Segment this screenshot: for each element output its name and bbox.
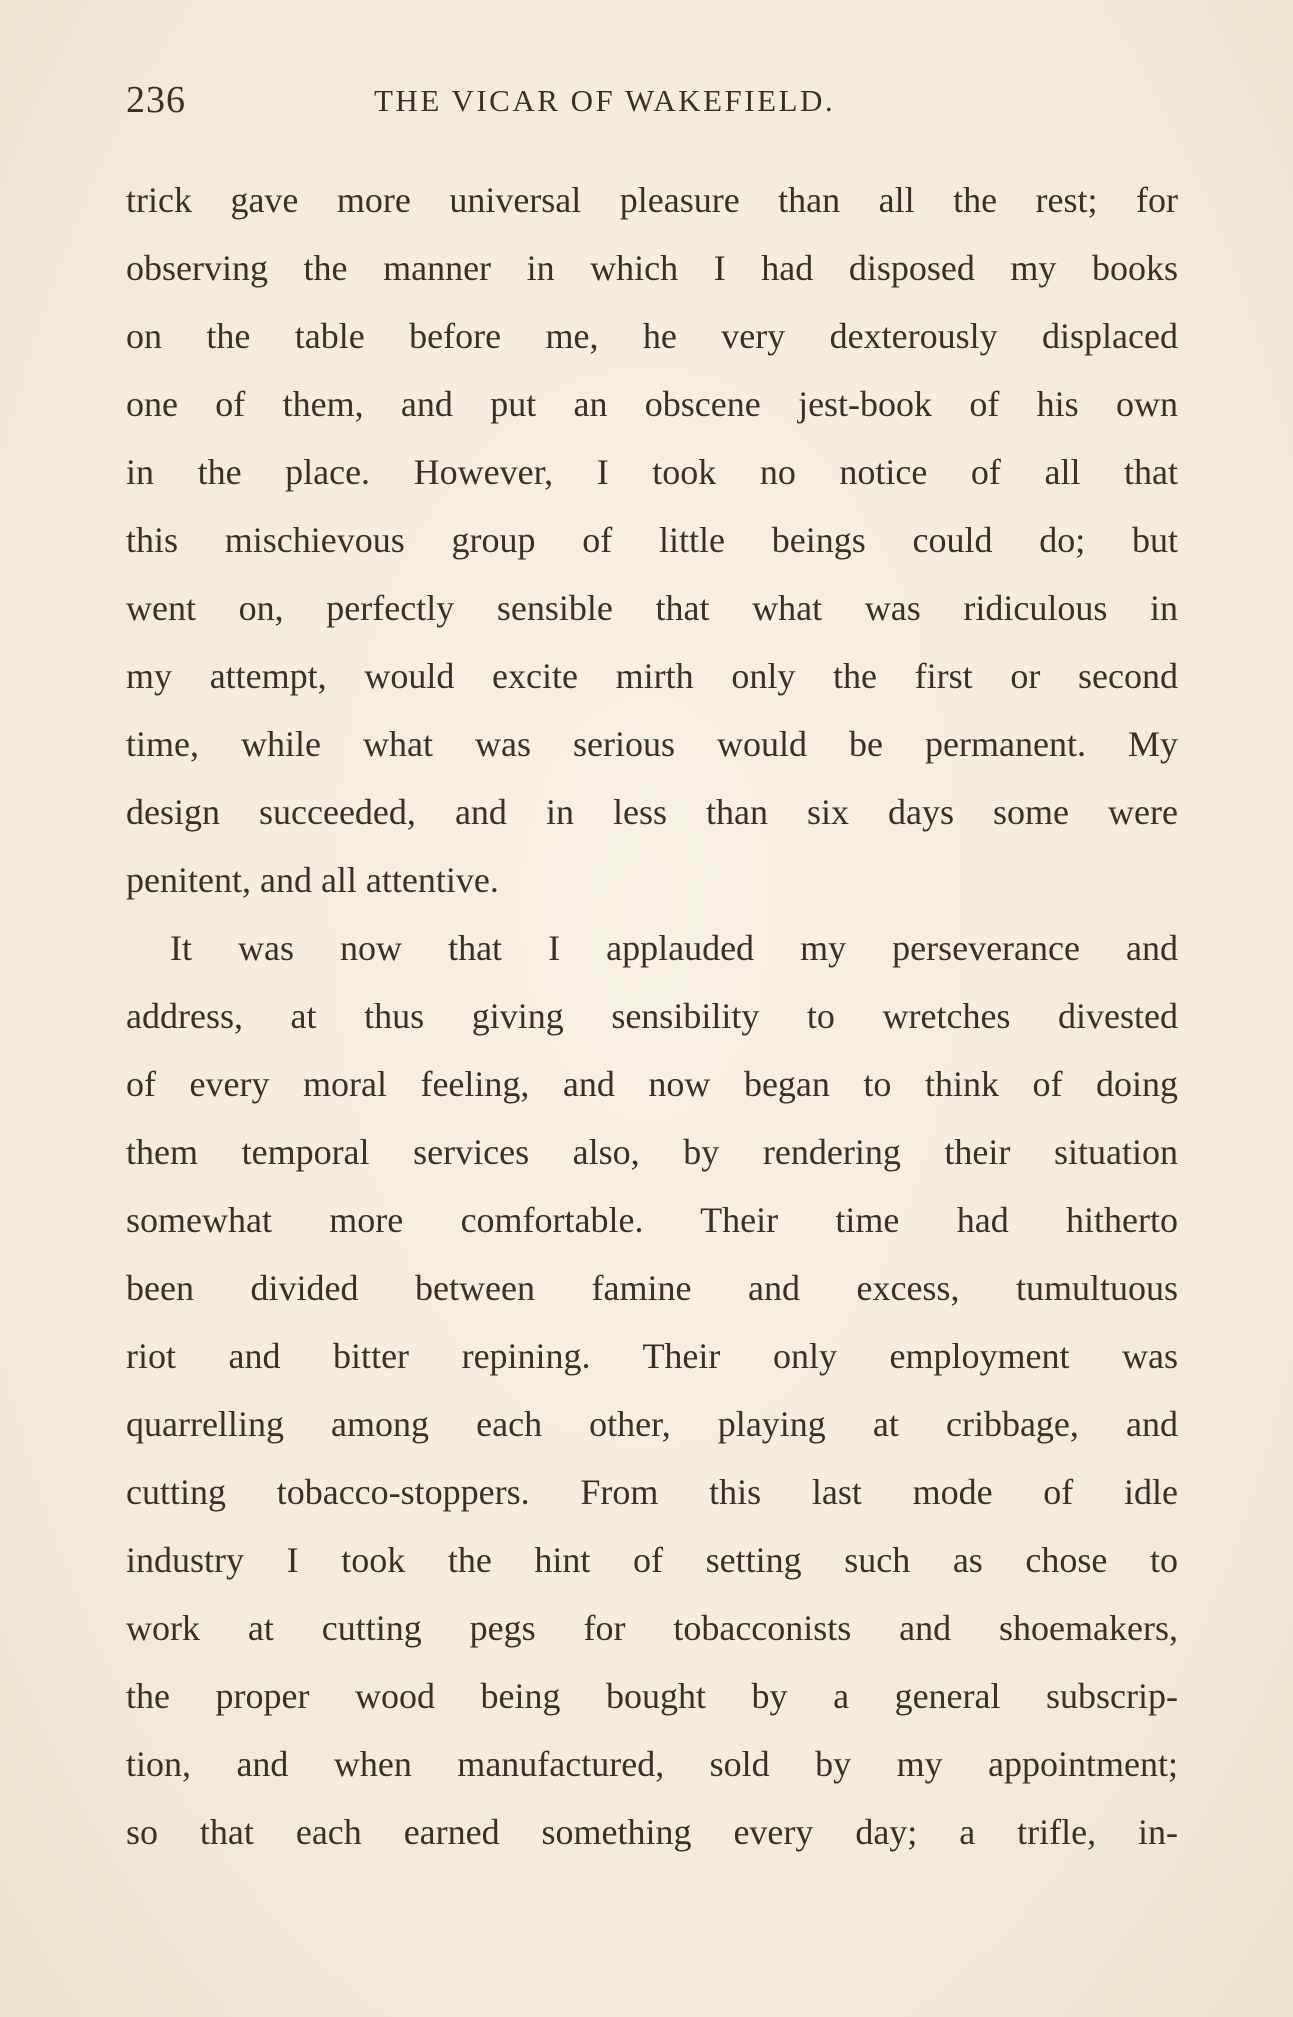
text-line: tion, and when manufactured, sold by my appointment; (126, 1744, 1178, 1784)
text-line: this mischievous group of little beings could do; but (126, 520, 1178, 560)
text-line: cutting tobacco-stoppers. From this last mode of idle (126, 1472, 1178, 1512)
text-line: address, at thus giving sensibility to wretches divested (126, 996, 1178, 1036)
text-line: trick gave more universal pleasure than all the rest; for (126, 180, 1178, 220)
text-line: somewhat more comfortable. Their time had hitherto (126, 1200, 1178, 1240)
text-line: in the place. However, I took no notice of all that (126, 452, 1178, 492)
running-title: THE VICAR OF WAKEFIELD. (374, 83, 836, 118)
text-line-paragraph-end: penitent, and all attentive. (126, 860, 499, 900)
text-line: so that each earned something every day; a trifle, in- (126, 1812, 1178, 1852)
text-line: the proper wood being bought by a general subscrip- (126, 1676, 1178, 1716)
text-line: one of them, and put an obscene jest-book of his own (126, 384, 1178, 424)
text-line: work at cutting pegs for tobacconists and shoemakers, (126, 1608, 1178, 1648)
text-line: them temporal services also, by rendering their situation (126, 1132, 1178, 1172)
text-line: observing the manner in which I had disposed my books (126, 248, 1178, 288)
text-line: my attempt, would excite mirth only the first or second (126, 656, 1178, 696)
page-number: 236 (126, 79, 186, 121)
text-line: been divided between famine and excess, tumultuous (126, 1268, 1178, 1308)
text-line: quarrelling among each other, playing at cribbage, and (126, 1404, 1178, 1444)
body-text (126, 166, 1178, 1866)
text-line: of every moral feeling, and now began to think of doing (126, 1064, 1178, 1104)
text-line: went on, perfectly sensible that what was ridiculous in (126, 588, 1178, 628)
text-line-paragraph-start: It was now that I applauded my perseverance and (170, 928, 1178, 968)
page-header (126, 78, 1176, 128)
text-line: riot and bitter repining. Their only employment was (126, 1336, 1178, 1376)
text-line: time, while what was serious would be permanent. My (126, 724, 1178, 764)
text-line: industry I took the hint of setting such as chose to (126, 1540, 1178, 1580)
text-line: on the table before me, he very dexterously displaced (126, 316, 1178, 356)
text-line: design succeeded, and in less than six days some were (126, 792, 1178, 832)
